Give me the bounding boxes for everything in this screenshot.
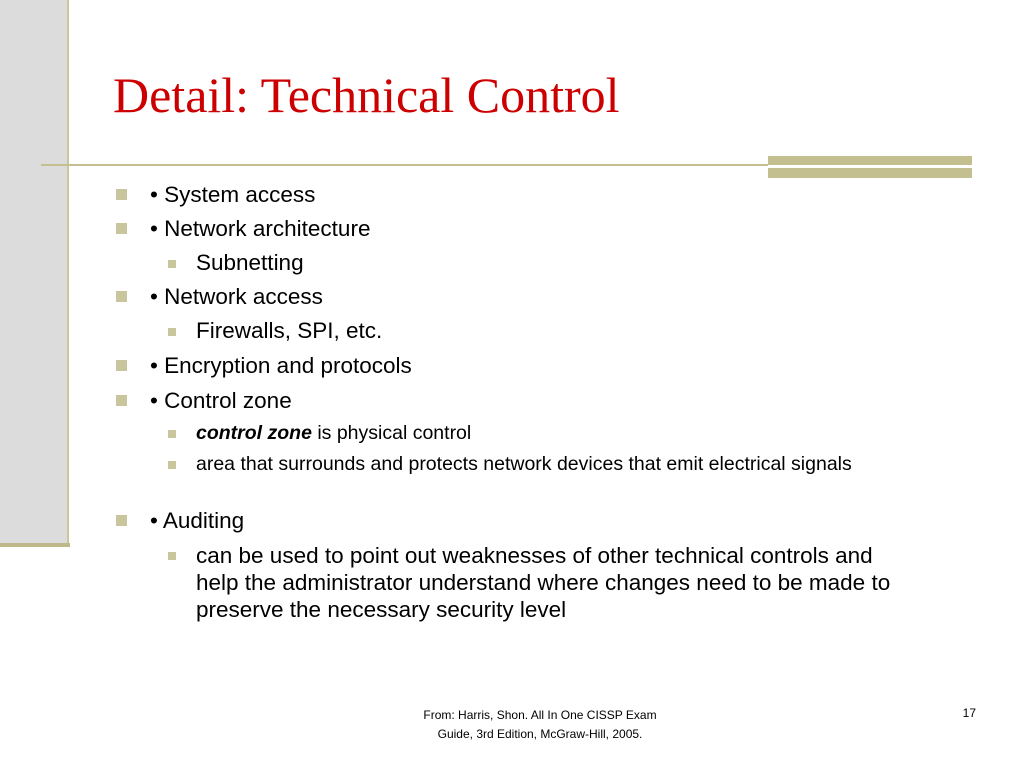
sub-bullet-area: area that surrounds and protects network devices that emit electrical signals	[196, 453, 852, 475]
sub-bullet-firewalls: Firewalls, SPI, etc.	[196, 318, 383, 343]
bullet-square-icon	[116, 223, 127, 234]
bullet-network-architecture: • Network architecture	[150, 216, 371, 241]
bullet-square-icon	[116, 395, 127, 406]
bullet-encryption: • Encryption and protocols	[150, 353, 412, 378]
bullet-network-access: • Network access	[150, 284, 323, 309]
bullet-square-icon	[116, 360, 127, 371]
bullet-control-zone: • Control zone	[150, 388, 292, 413]
bullet-square-icon	[116, 515, 127, 526]
sub-bullet-control-zone	[196, 422, 471, 444]
sub-bullet-square-icon	[168, 552, 176, 560]
sub-bullet-square-icon	[168, 461, 176, 469]
footer-line-2: Guide, 3rd Edition, McGraw-Hill, 2005.	[437, 727, 643, 741]
control-zone-term: control zone	[196, 422, 312, 444]
bullet-square-icon	[116, 291, 127, 302]
sub-bullet-subnetting: Subnetting	[196, 250, 304, 275]
bullet-square-icon	[116, 189, 127, 200]
bullet-auditing: • Auditing	[150, 508, 245, 533]
page-number: 17	[962, 706, 976, 720]
footer-line-1: From: Harris, Shon. All In One CISSP Exam	[423, 708, 657, 722]
slide-footer	[360, 706, 720, 744]
bullet-system-access: • System access	[150, 182, 316, 207]
sub-bullet-square-icon	[168, 328, 176, 336]
control-zone-definition: is physical control	[311, 422, 472, 444]
sub-bullet-square-icon	[168, 430, 176, 438]
sub-bullet-square-icon	[168, 260, 176, 268]
sub-bullet-auditing: can be used to point out weaknesses of other technical controls and help the administrator understand where changes need to be made to preserve the necessary security level	[196, 543, 891, 622]
slide-title: Detail: Technical Control	[113, 67, 620, 123]
